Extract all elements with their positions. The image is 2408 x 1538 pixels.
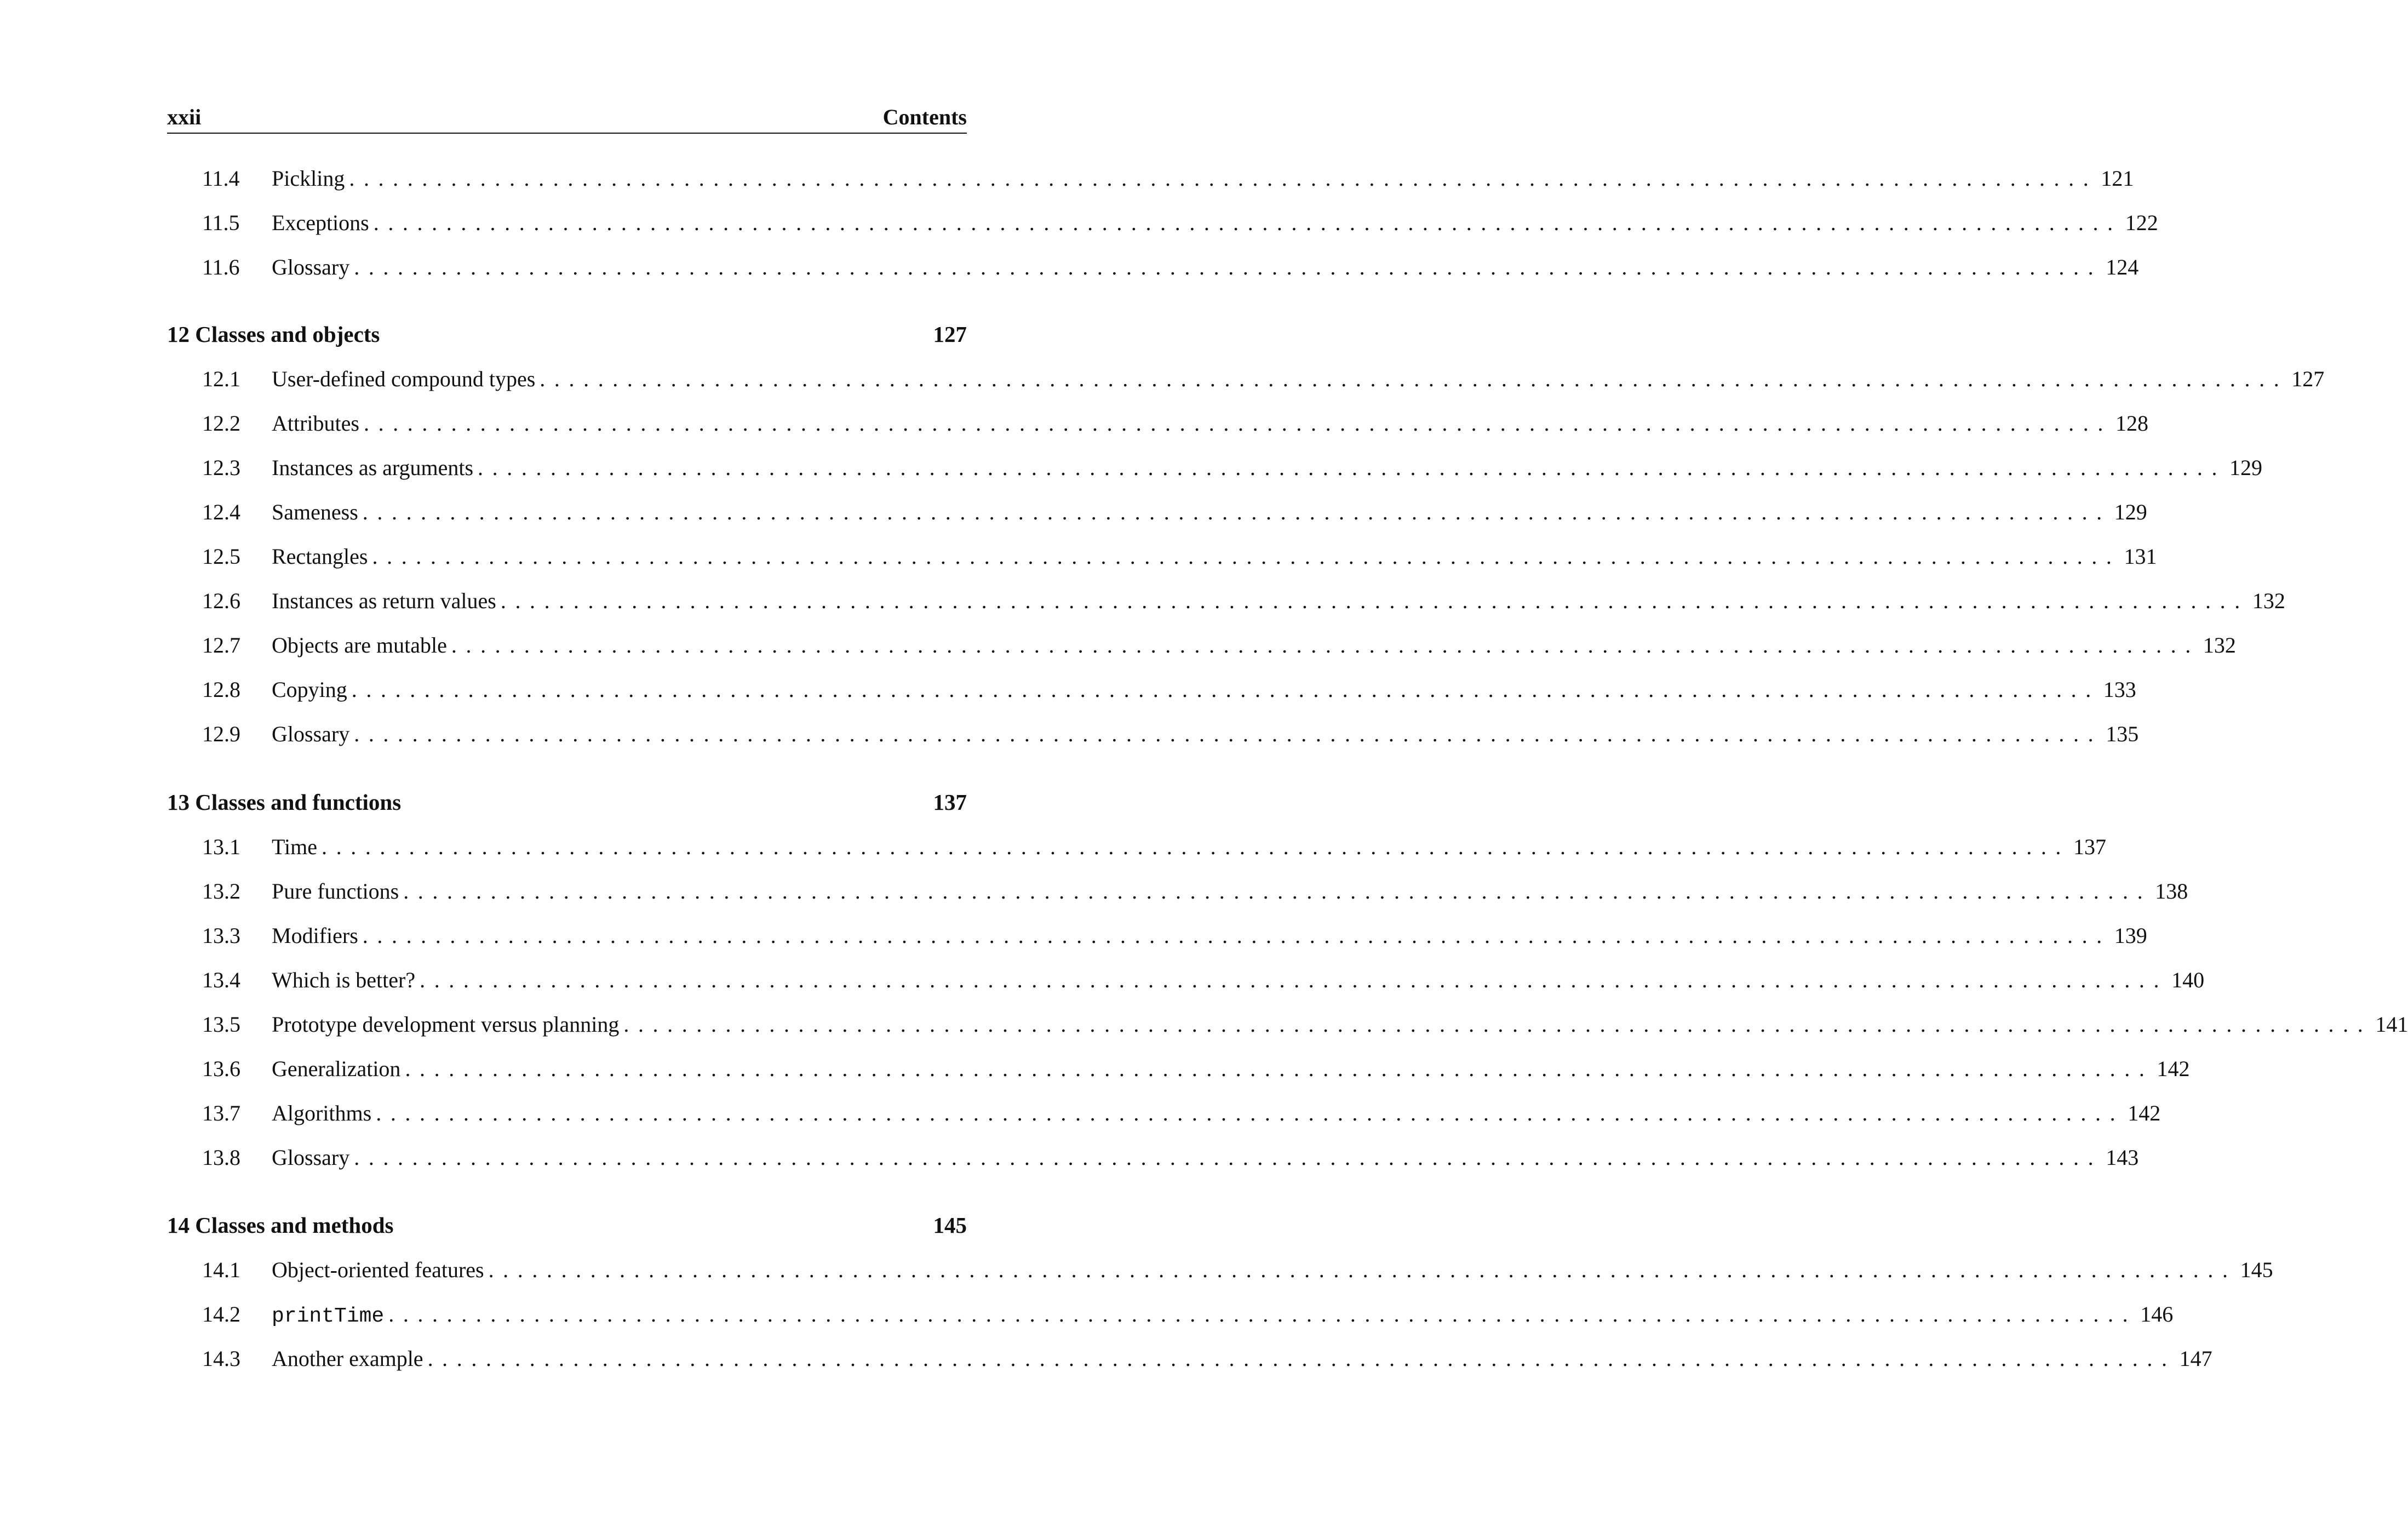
section-title: Another example [272, 1346, 423, 1371]
dot-leader: ........................................................................................................................ [540, 367, 2289, 391]
section-title: printTime [272, 1305, 385, 1328]
section-title: Copying [272, 677, 347, 702]
section-number: 13.7 [202, 1101, 240, 1125]
section-title: Algorithms [272, 1101, 372, 1125]
toc-section-13-5[interactable] [167, 1008, 2408, 1041]
section-title: Instances as arguments [272, 455, 474, 480]
section-page-number: 132 [2252, 588, 2285, 613]
section-number: 14.2 [202, 1302, 240, 1327]
section-page-number: 142 [2157, 1056, 2190, 1081]
section-page-number: 140 [2171, 968, 2205, 992]
toc-section-12-9[interactable] [167, 718, 2139, 751]
section-number: 14.1 [202, 1257, 240, 1282]
section-page-number: 141 [2375, 1012, 2408, 1037]
chapter-title: 13 Classes and functions [167, 790, 402, 815]
toc-section-13-4[interactable] [167, 964, 2205, 997]
section-title: Prototype development versus planning [272, 1012, 620, 1037]
running-head-title: Contents [882, 105, 967, 129]
toc-chapter-12[interactable] [167, 318, 967, 351]
section-number: 13.4 [202, 968, 240, 992]
toc-section-12-8[interactable] [167, 673, 2136, 706]
dot-leader: ........................................................................................................................ [349, 166, 2098, 191]
section-title: Generalization [272, 1056, 401, 1081]
section-number: 12.8 [202, 677, 240, 702]
section-page-number: 143 [2106, 1145, 2139, 1170]
chapter-page-number: 127 [933, 322, 967, 347]
toc-section-11-5[interactable] [167, 207, 2158, 239]
section-title: Attributes [272, 411, 359, 436]
section-title: User-defined compound types [272, 367, 536, 391]
section-title: Pure functions [272, 879, 399, 904]
section-number: 12.3 [202, 455, 240, 480]
dot-leader: ........................................................................................................................ [372, 544, 2121, 569]
section-title: Glossary [272, 722, 350, 746]
section-number: 13.2 [202, 879, 240, 904]
section-number: 12.1 [202, 367, 240, 391]
toc-section-12-6[interactable] [167, 585, 2285, 618]
dot-leader: ........................................................................................................................ [403, 879, 2152, 904]
section-number: 12.6 [202, 588, 240, 613]
dot-leader: ........................................................................................................................ [354, 722, 2103, 746]
toc-section-12-2[interactable] [167, 407, 2148, 440]
dot-leader: ........................................................................................................................ [362, 923, 2111, 948]
chapter-page-number: 145 [933, 1213, 967, 1238]
dot-leader: ........................................................................................................................ [351, 677, 2100, 702]
section-page-number: 142 [2128, 1101, 2161, 1125]
section-number: 11.4 [202, 166, 240, 191]
section-number: 12.9 [202, 722, 240, 746]
dot-leader: ........................................................................................................................ [388, 1302, 2137, 1327]
section-title: Glossary [272, 1145, 350, 1170]
dot-leader: ........................................................................................................................ [451, 633, 2200, 657]
toc-chapter-14[interactable] [167, 1209, 967, 1242]
toc-section-12-7[interactable] [167, 629, 2236, 662]
section-page-number: 133 [2103, 677, 2136, 702]
chapter-title: 12 Classes and objects [167, 322, 380, 347]
section-number: 11.5 [202, 210, 240, 235]
section-title: Rectangles [272, 544, 368, 569]
dot-leader: ........................................................................................................................ [322, 834, 2071, 859]
dot-leader: ........................................................................................................................ [420, 968, 2169, 992]
section-page-number: 138 [2155, 879, 2188, 904]
section-number: 13.3 [202, 923, 240, 948]
dot-leader: ........................................................................................................................ [478, 455, 2227, 480]
section-title: Modifiers [272, 923, 358, 948]
toc-section-14-3[interactable] [167, 1342, 2212, 1375]
chapter-page-number: 137 [933, 790, 967, 815]
section-page-number: 145 [2240, 1257, 2273, 1282]
section-title: Glossary [272, 255, 350, 279]
section-page-number: 122 [2125, 210, 2158, 235]
toc-section-14-1[interactable] [167, 1254, 2273, 1287]
header-rule [167, 133, 967, 134]
section-page-number: 129 [2229, 455, 2263, 480]
toc-section-13-1[interactable] [167, 831, 2107, 864]
dot-leader: ........................................................................................................................ [362, 500, 2111, 524]
section-title: Objects are mutable [272, 633, 447, 657]
dot-leader: ........................................................................................................................ [623, 1012, 2372, 1037]
section-number: 11.6 [202, 255, 240, 279]
section-title: Instances as return values [272, 588, 496, 613]
dot-leader: ........................................................................................................................ [500, 588, 2249, 613]
dot-leader: ........................................................................................................................ [488, 1257, 2237, 1282]
section-number: 12.7 [202, 633, 240, 657]
section-number: 13.5 [202, 1012, 240, 1037]
toc-section-11-4[interactable] [167, 162, 2134, 195]
section-page-number: 137 [2073, 834, 2107, 859]
chapter-title: 14 Classes and methods [167, 1213, 394, 1238]
dot-leader: ........................................................................................................................ [405, 1056, 2154, 1081]
section-title: Which is better? [272, 968, 416, 992]
section-page-number: 131 [2124, 544, 2157, 569]
dot-leader: ........................................................................................................................ [354, 255, 2103, 279]
toc-section-12-4[interactable] [167, 496, 2147, 529]
toc-section-12-1[interactable] [167, 363, 2325, 396]
section-page-number: 139 [2114, 923, 2147, 948]
section-title: Exceptions [272, 210, 369, 235]
section-page-number: 135 [2106, 722, 2139, 746]
section-title: Pickling [272, 166, 345, 191]
toc-section-13-8[interactable] [167, 1141, 2139, 1174]
section-page-number: 132 [2203, 633, 2236, 657]
toc-section-12-3[interactable] [167, 451, 2263, 484]
section-page-number: 121 [2101, 166, 2134, 191]
dot-leader: ........................................................................................................................ [363, 411, 2112, 436]
toc-section-13-7[interactable] [167, 1097, 2161, 1130]
toc-section-12-5[interactable] [167, 540, 2157, 573]
toc-section-11-6[interactable] [167, 251, 2139, 284]
section-page-number: 128 [2115, 411, 2148, 436]
section-title: Time [272, 834, 318, 859]
section-number: 12.2 [202, 411, 240, 436]
section-number: 14.3 [202, 1346, 240, 1371]
dot-leader: ........................................................................................................................ [376, 1101, 2125, 1125]
section-page-number: 127 [2291, 367, 2325, 391]
dot-leader: ........................................................................................................................ [354, 1145, 2103, 1170]
section-page-number: 147 [2179, 1346, 2212, 1371]
section-page-number: 146 [2140, 1302, 2174, 1327]
section-number: 12.5 [202, 544, 240, 569]
toc-chapter-13[interactable] [167, 786, 967, 819]
section-number: 13.6 [202, 1056, 240, 1081]
section-number: 12.4 [202, 500, 240, 524]
running-head [167, 102, 967, 133]
section-number: 13.8 [202, 1145, 240, 1170]
section-number: 13.1 [202, 834, 240, 859]
dot-leader: ........................................................................................................................ [373, 210, 2122, 235]
dot-leader: ........................................................................................................................ [427, 1346, 2176, 1371]
section-title: Sameness [272, 500, 358, 524]
toc-section-13-2[interactable] [167, 875, 2188, 908]
page-folio: xxii [167, 105, 202, 129]
section-page-number: 129 [2114, 500, 2147, 524]
toc-section-13-3[interactable] [167, 919, 2147, 952]
toc-section-13-6[interactable] [167, 1053, 2190, 1085]
section-page-number: 124 [2106, 255, 2139, 279]
toc-section-14-2[interactable] [167, 1298, 2174, 1331]
section-title: Object-oriented features [272, 1257, 484, 1282]
